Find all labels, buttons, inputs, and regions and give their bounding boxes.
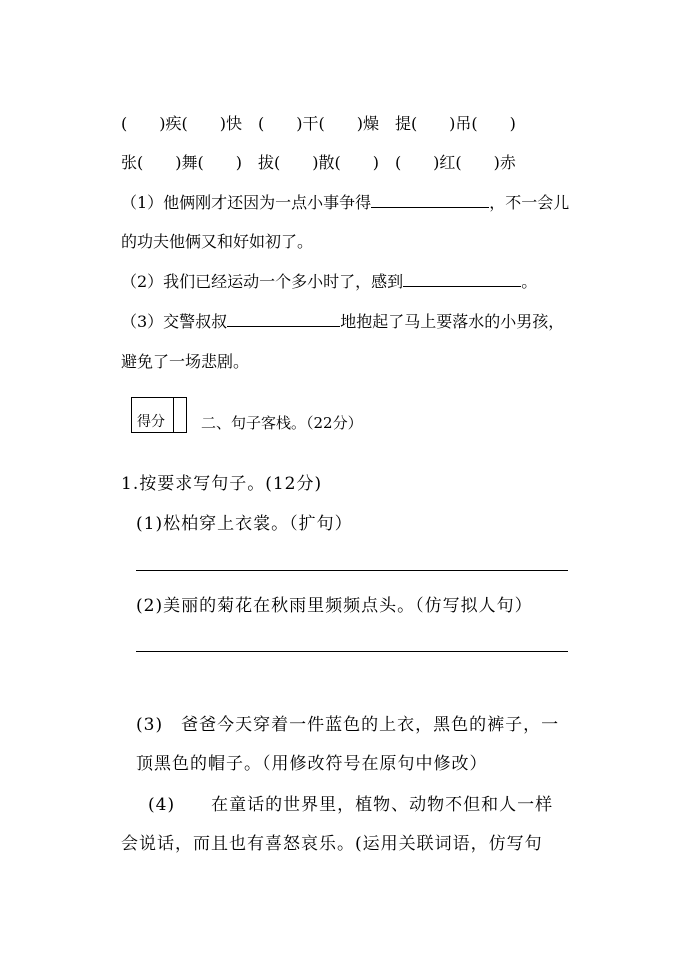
answer-blank-2[interactable]: [403, 272, 521, 287]
answer-line-2[interactable]: [136, 651, 568, 652]
fill-sentence-1-cont: 的功夫他俩又和好如初了。: [121, 232, 314, 251]
fill-sentence-2: [121, 272, 537, 292]
fill-words-row-2: 张( )舞( ) 拔( )散( ) ( )红( )赤: [121, 153, 516, 172]
question-1-item-3-line-2: 顶黑色的帽子。（用修改符号在原句中修改）: [136, 754, 488, 774]
score-label: 得分: [137, 414, 165, 430]
sentence-2-suffix: 。: [521, 272, 538, 291]
sentence-3-prefix: （3）交警叔叔: [121, 312, 228, 331]
question-1-item-3-line-1: (3) 爸爸今天穿着一件蓝色的上衣，黑色的裤子，一: [136, 715, 560, 735]
answer-blank-3[interactable]: [227, 312, 340, 327]
sentence-1-prefix: （1）他俩刚才还因为一点小事争得: [121, 193, 372, 212]
answer-blank-1[interactable]: [371, 193, 489, 208]
score-box-divider: [173, 398, 174, 432]
sentence-3-suffix: 地抱起了马上要落水的小男孩，: [340, 312, 565, 331]
fill-sentence-1: [121, 193, 569, 213]
question-1-item-4-line-1: (4) 在童话的世界里，植物、动物不但和人一样: [148, 795, 554, 815]
sentence-2-prefix: （2）我们已经运动一个多小时了，感到: [121, 272, 404, 291]
score-box: [131, 397, 187, 433]
fill-words-row-1: ( )疾( )快 ( )干( )燥 提( )吊( ): [121, 114, 516, 133]
question-1-item-2: (2)美丽的菊花在秋雨里频频点头。（仿写拟人句）: [136, 596, 533, 616]
fill-sentence-3: [121, 312, 564, 332]
question-1-item-4-line-2: 会说话，而且也有喜怒哀乐。(运用关联词语，仿写句: [121, 834, 543, 854]
answer-line-1[interactable]: [136, 570, 568, 571]
question-1-title: 1.按要求写句子。(12分): [121, 474, 323, 494]
sentence-1-suffix: ，不一会儿: [489, 193, 570, 212]
question-1-item-1: (1)松柏穿上衣裳。（扩句）: [136, 514, 353, 534]
section-2-title: 二、句子客栈。（22分）: [201, 414, 363, 432]
fill-sentence-3-cont: 避免了一场悲剧。: [121, 352, 250, 371]
